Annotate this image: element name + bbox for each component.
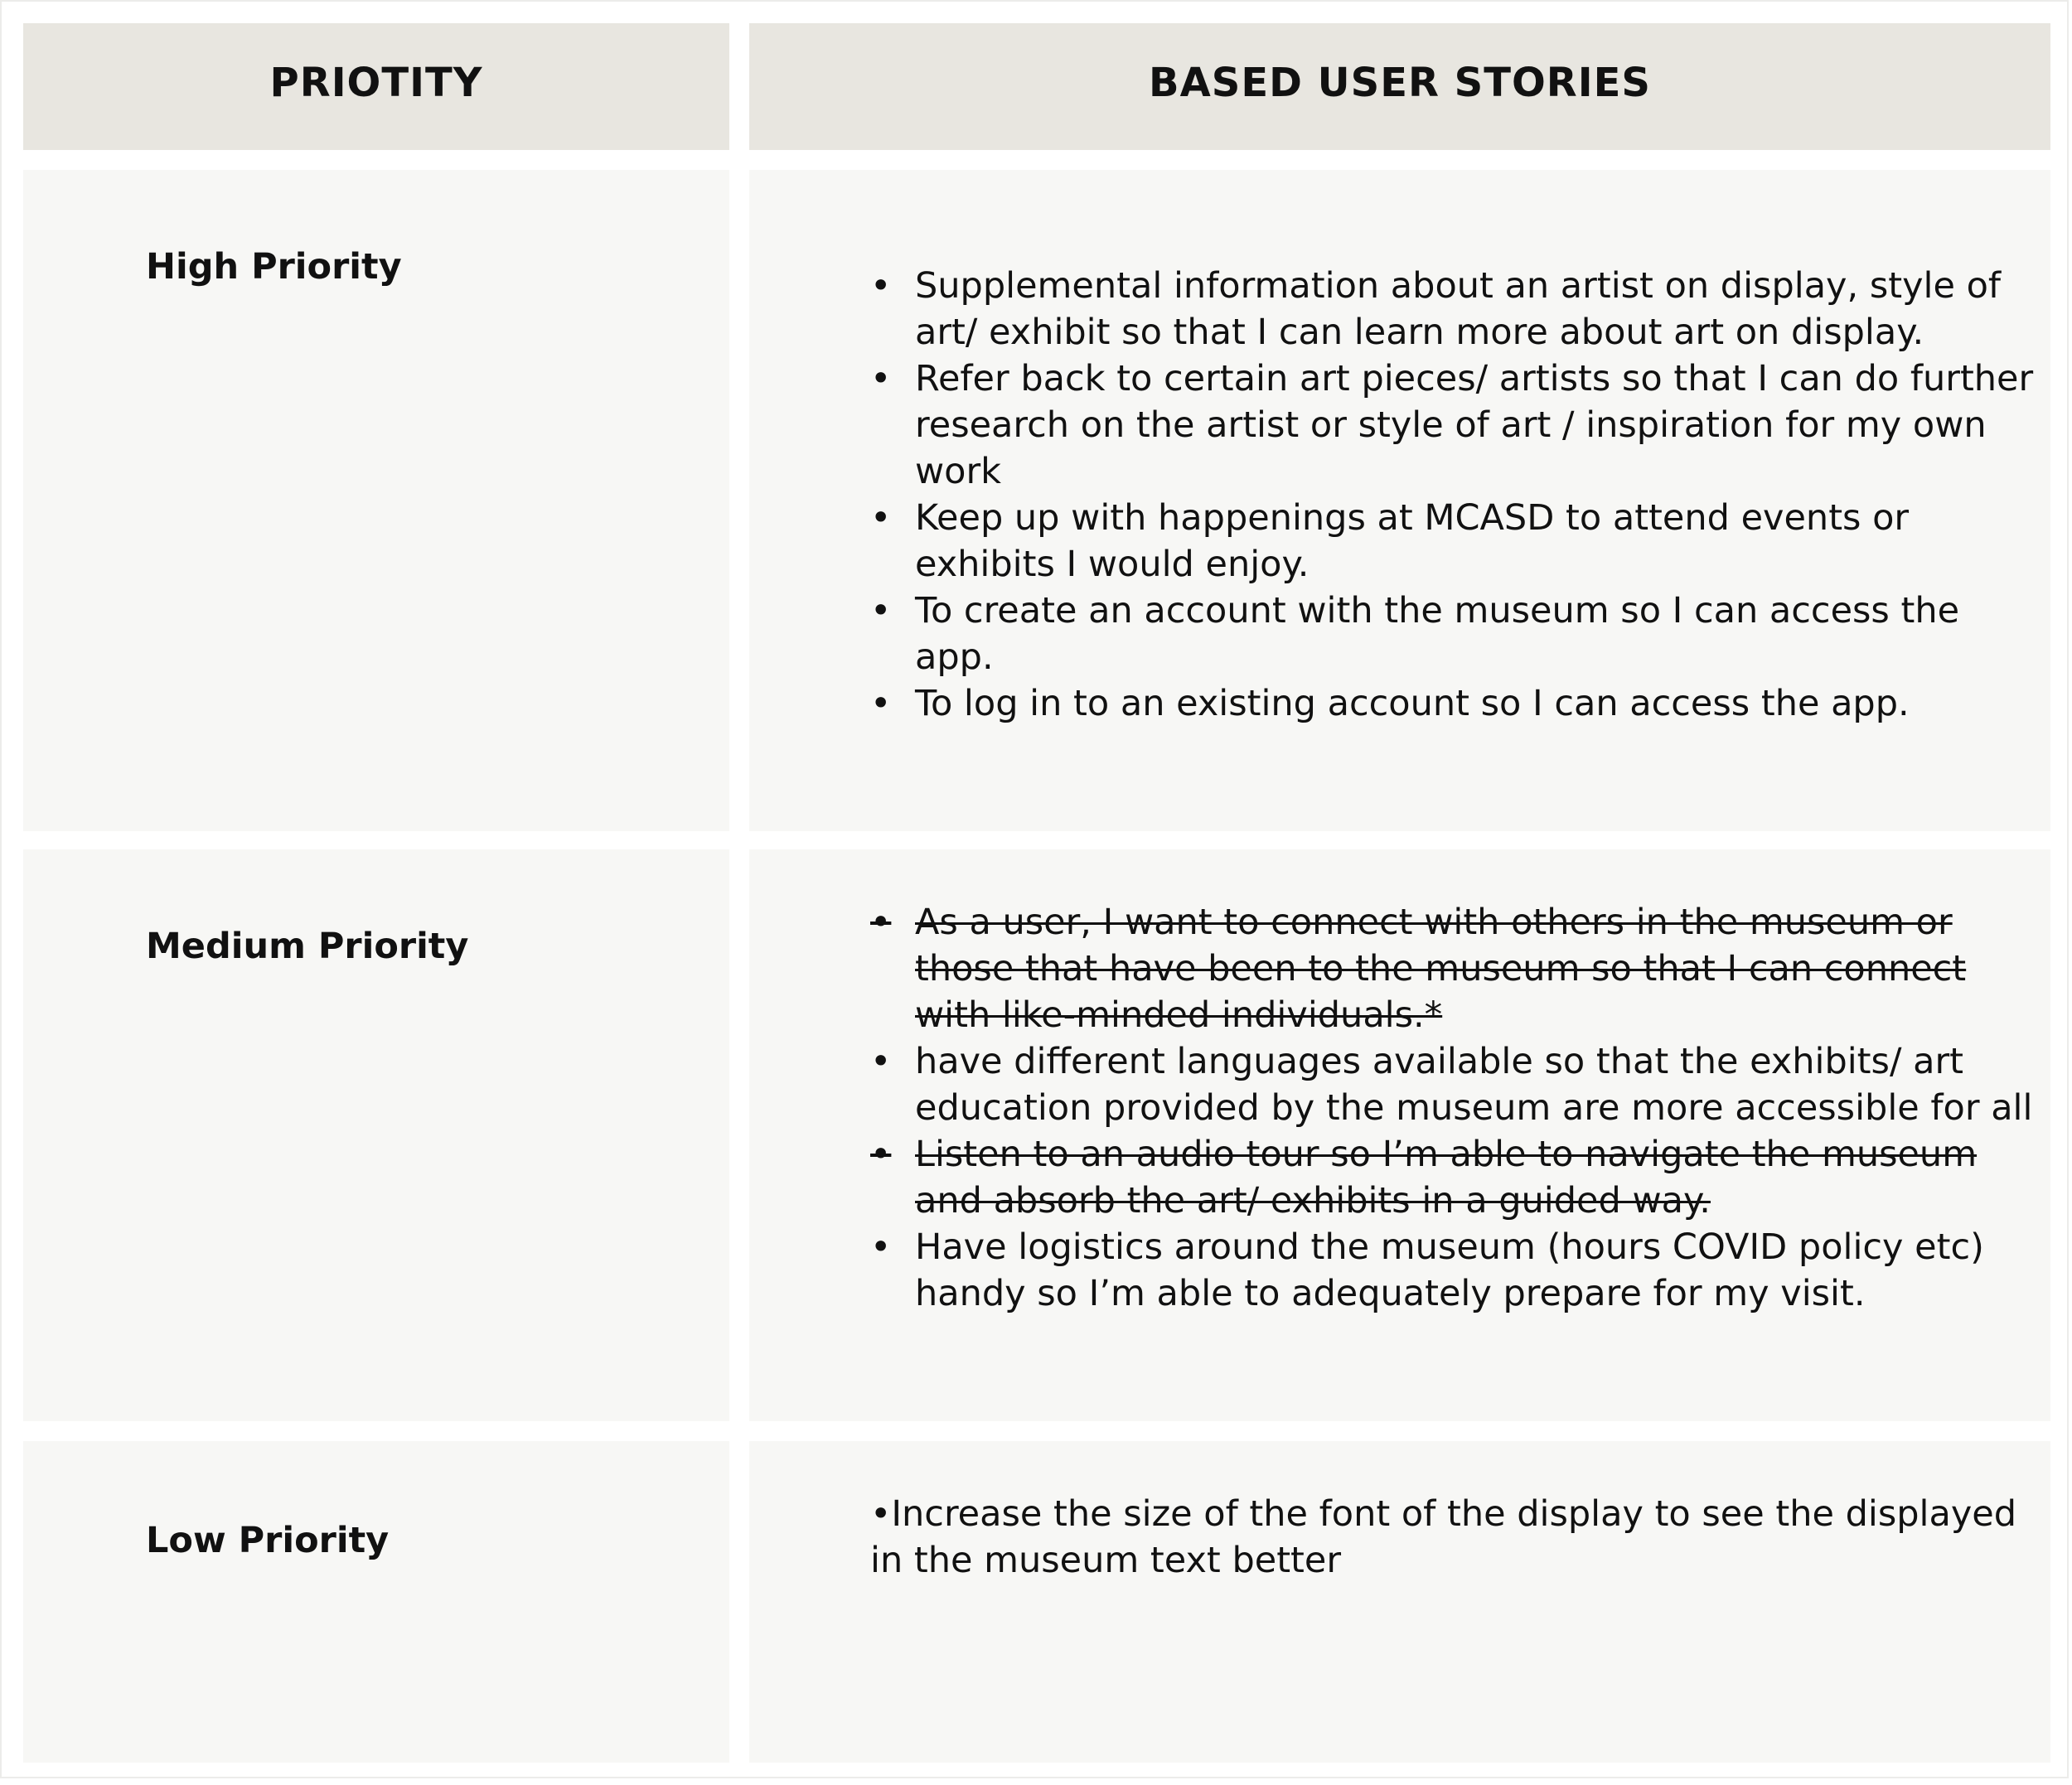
low-priority-cell [23, 1441, 729, 1763]
bullet-icon: • [870, 1226, 892, 1268]
medium-priority-label: Medium Priority [146, 926, 469, 967]
story-item [749, 680, 2050, 727]
story-item [749, 495, 2050, 588]
story-text: Listen to an audio tour so I’m able to navigate the museum and absorb the art/ exhibits in a guided way. [915, 1134, 1978, 1221]
stories-header-title: BASED USER STORIES [1149, 60, 1651, 106]
story-text: Keep up with happenings at MCASD to attend events or exhibits I would enjoy. [915, 497, 1910, 585]
story-text: Refer back to certain art pieces/ artists so that I can do further research on the artist or style of art / inspiration for my own work [915, 358, 2034, 492]
medium-priority-story-list [749, 899, 2050, 1317]
story-text: As a user, I want to connect with others in the museum or those that have been to the museum so that I can connect with like-minded individuals.* [915, 902, 1967, 1036]
story-item-struck [749, 899, 2050, 1038]
story-text: To log in to an existing account so I can access the app. [915, 683, 1910, 724]
story-item [749, 1038, 2050, 1131]
low-priority-label: Low Priority [146, 1520, 390, 1561]
story-item [749, 263, 2050, 356]
high-priority-cell [23, 170, 729, 831]
bullet-icon: • [870, 497, 892, 539]
bullet-icon: • [870, 358, 892, 399]
priority-column-header [23, 23, 729, 150]
high-priority-stories-cell [749, 170, 2050, 831]
story-text: To create an account with the museum so I can access the app. [915, 590, 1960, 678]
low-priority-story-text: •Increase the size of the font of the display to see the displayed in the museum text better [870, 1493, 2017, 1581]
bullet-icon: • [870, 1041, 892, 1082]
medium-priority-cell [23, 849, 729, 1421]
story-text: have different languages available so that the exhibits/ art education provided by the museum are more accessible for all [915, 1041, 2033, 1129]
story-text: Supplemental information about an artist on display, style of art/ exhibit so that I can learn more about art on display. [915, 265, 2002, 353]
story-item [749, 1224, 2050, 1317]
story-item [749, 356, 2050, 495]
low-priority-stories-cell [749, 1441, 2050, 1763]
story-item-struck [749, 1131, 2050, 1224]
bullet-icon: • [870, 265, 892, 307]
stories-column-header [749, 23, 2050, 150]
bullet-icon: • [870, 1134, 892, 1175]
medium-priority-stories-cell [749, 849, 2050, 1421]
high-priority-story-list [749, 263, 2050, 727]
bullet-icon: • [870, 590, 892, 631]
high-priority-label: High Priority [146, 246, 402, 288]
bullet-icon: • [870, 902, 892, 943]
story-text: Have logistics around the museum (hours COVID policy etc) handy so I’m able to adequately prepare for my visit. [915, 1226, 1984, 1314]
priority-header-title: PRIOTITY [269, 60, 483, 106]
bullet-icon: • [870, 683, 892, 724]
story-item [749, 588, 2050, 680]
